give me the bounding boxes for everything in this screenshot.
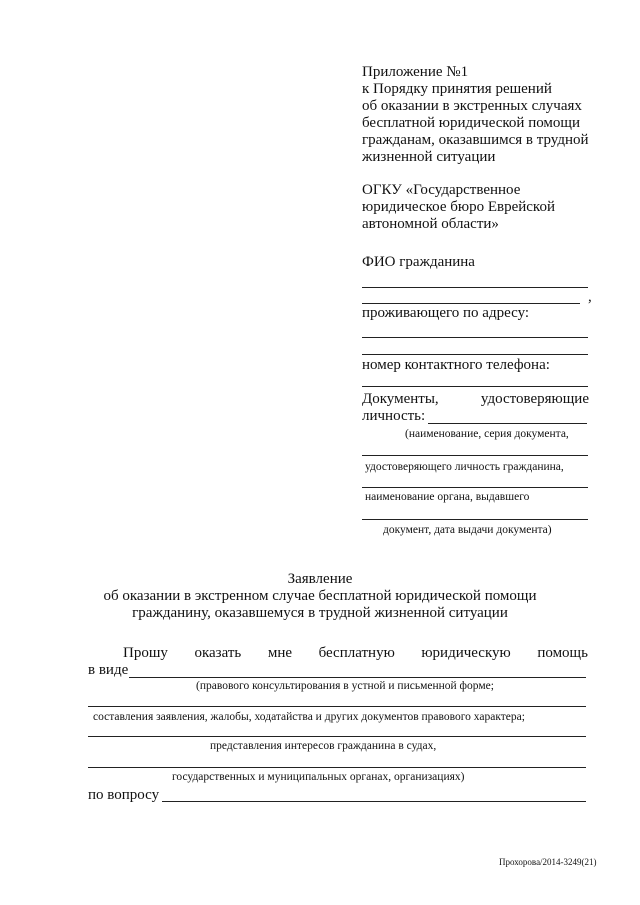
documents-label-row bbox=[362, 391, 589, 408]
question-label: по вопросу bbox=[88, 787, 160, 803]
phone-label: номер контактного телефона: bbox=[362, 357, 550, 373]
fio-line-2 bbox=[362, 303, 580, 304]
recipient-line-1: ОГКУ «Государственное bbox=[362, 182, 521, 198]
word-2: оказать bbox=[194, 645, 242, 661]
word-3: мне bbox=[267, 645, 293, 661]
certifying-word: удостоверяющие bbox=[480, 391, 589, 407]
form-hint-4: государственных и муниципальных органах, организациях) bbox=[172, 771, 465, 783]
fio-label: ФИО гражданина bbox=[362, 254, 475, 270]
address-line-2 bbox=[362, 354, 588, 355]
title-line-2: об оказании в экстренном случае бесплатной юридической помощи bbox=[103, 588, 537, 604]
title-line-1: Заявление bbox=[287, 571, 353, 587]
header-line-2: к Порядку принятия решений bbox=[362, 81, 552, 97]
phone-line bbox=[362, 386, 588, 387]
doc-hint-2: удостоверяющего личность гражданина, bbox=[365, 461, 564, 473]
doc-line-1 bbox=[362, 455, 588, 456]
word-5: юридическую bbox=[421, 645, 511, 661]
form-line bbox=[129, 677, 586, 678]
form-line-2 bbox=[88, 706, 586, 707]
form-hint-3: представления интересов гражданина в судах, bbox=[210, 740, 437, 752]
header-line-5: гражданам, оказавшимся в трудной bbox=[362, 132, 589, 148]
title-line-3: гражданину, оказавшемуся в трудной жизненной ситуации bbox=[132, 605, 508, 621]
identity-line bbox=[428, 423, 587, 424]
address-line-1 bbox=[362, 337, 588, 338]
request-row bbox=[123, 645, 588, 662]
address-label: проживающего по адресу: bbox=[362, 305, 530, 321]
doc-hint-4: документ, дата выдачи документа) bbox=[383, 524, 552, 536]
doc-hint-1: (наименование, серия документа, bbox=[405, 428, 569, 440]
header-line-4: бесплатной юридической помощи bbox=[362, 115, 581, 131]
document-code: Прохорова/2014-3249(21) bbox=[499, 857, 597, 867]
in-form-label: в виде bbox=[88, 662, 129, 678]
form-line-4 bbox=[88, 767, 586, 768]
form-hint-1: (правового консультирования в устной и письменной форме; bbox=[196, 680, 494, 692]
recipient-line-3: автономной области» bbox=[362, 216, 499, 232]
header-line-6: жизненной ситуации bbox=[362, 149, 496, 165]
header-line-3: об оказании в экстренных случаях bbox=[362, 98, 582, 114]
form-line-3 bbox=[88, 736, 586, 737]
documents-word: Документы, bbox=[362, 391, 439, 407]
header-line-1: Приложение №1 bbox=[362, 64, 469, 80]
doc-line-3 bbox=[362, 519, 588, 520]
form-hint-2: составления заявления, жалобы, ходатайства и других документов правового характера; bbox=[93, 711, 525, 723]
fio-comma: , bbox=[588, 289, 592, 305]
word-6: помощь bbox=[537, 645, 588, 661]
fio-line-1 bbox=[362, 287, 588, 288]
word-4: бесплатную bbox=[318, 645, 395, 661]
identity-word: личность: bbox=[362, 408, 426, 424]
doc-line-2 bbox=[362, 487, 588, 488]
doc-hint-3: наименование органа, выдавшего bbox=[365, 491, 530, 503]
recipient-line-2: юридическое бюро Еврейской bbox=[362, 199, 555, 215]
word-1: Прошу bbox=[123, 645, 168, 661]
question-line bbox=[162, 801, 586, 802]
